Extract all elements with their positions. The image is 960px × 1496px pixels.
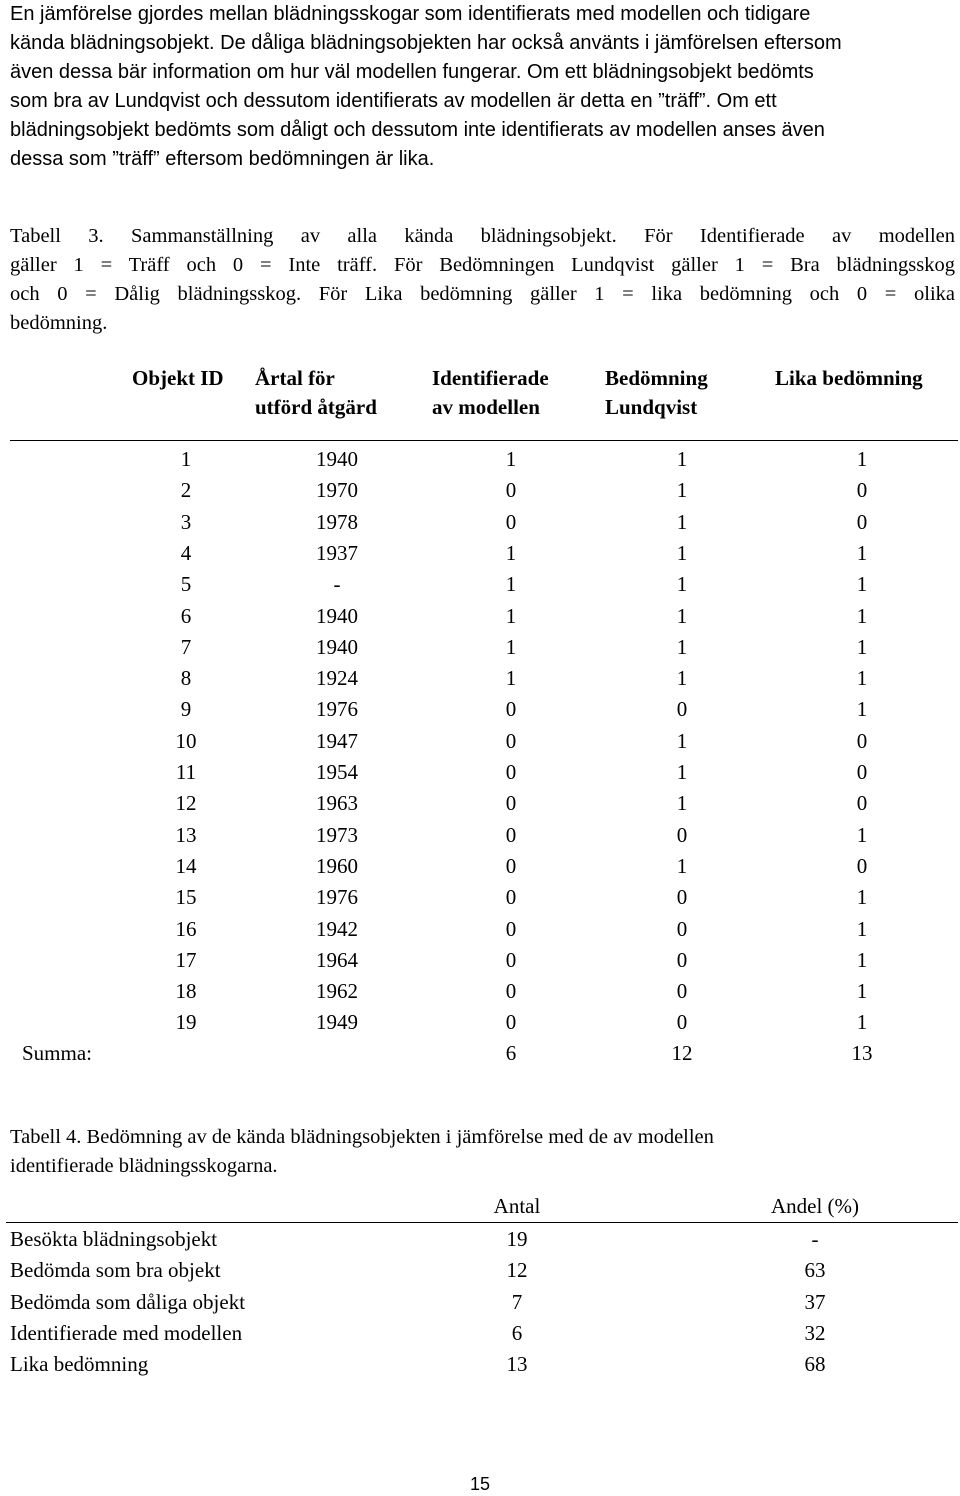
cell-assessment: 0 [676, 947, 688, 972]
table-row [0, 729, 960, 760]
cell-objekt-id: 18 [175, 979, 197, 1004]
cell-objekt-id: 12 [175, 791, 197, 816]
cell-objekt-id: 10 [175, 728, 197, 753]
cell-identified: 0 [505, 916, 517, 941]
cell-year: - [333, 572, 341, 597]
cell-same: 1 [856, 916, 868, 941]
cell-same: 1 [856, 822, 868, 847]
table3-header-rule [10, 440, 958, 441]
cell-same: 0 [856, 478, 868, 503]
cell-objekt-id: 5 [180, 572, 192, 597]
cell-year: 1973 [316, 822, 358, 847]
cell-identified: 1 [505, 603, 517, 628]
cell-identified: 0 [505, 853, 517, 878]
cell-assessment: 0 [676, 1010, 688, 1035]
table-row [0, 854, 960, 885]
caption-line: och 0 = Dålig blädningsskog. För Lika bedömning gäller 1 = lika bedömning och 0 = olika [10, 283, 955, 305]
caption-line: bedömning. [10, 312, 108, 334]
table-row [0, 510, 960, 541]
cell-objekt-id: 19 [175, 1010, 197, 1035]
caption-line: gäller 1 = Träff och 0 = Inte träff. För Bedömningen Lundqvist gäller 1 = Bra blädningsskog [10, 254, 955, 276]
table-row [0, 760, 960, 791]
cell-year: 1954 [316, 760, 358, 784]
cell-identified: 0 [505, 1010, 517, 1035]
caption-line: Tabell 4. Bedömning av de kända blädningsobjekten i jämförelse med de av modellen [10, 1126, 714, 1148]
intro-line: En jämförelse gjordes mellan blädningsskogar som identifierats med modellen och tidigare [10, 3, 811, 25]
cell-same: 1 [856, 666, 868, 691]
cell-assessment: 1 [676, 603, 688, 628]
header-assessment-line1: Bedömning [605, 366, 708, 390]
table-row [0, 791, 960, 822]
cell-objekt-id: 9 [180, 697, 192, 722]
cell-assessment: 1 [676, 728, 688, 753]
cell-antal: 6 [511, 1320, 523, 1345]
cell-year: 1937 [316, 540, 358, 565]
cell-year: 1964 [316, 947, 358, 972]
cell-assessment: 1 [676, 478, 688, 503]
table-row [0, 478, 960, 509]
page-number: 15 [469, 1474, 491, 1494]
cell-identified: 0 [505, 979, 517, 1004]
cell-same: 0 [856, 728, 868, 753]
cell-assessment: 0 [676, 822, 688, 847]
table-row [0, 1010, 960, 1041]
cell-objekt-id: 8 [180, 666, 192, 691]
caption-line: Tabell 3. Sammanställning av alla kända blädningsobjekt. För Identifierade av modellen [10, 225, 955, 247]
header-antal: Antal [493, 1194, 541, 1218]
cell-objekt-id: 15 [175, 885, 197, 910]
cell-objekt-id: 11 [175, 760, 197, 784]
cell-year: 1963 [316, 791, 358, 816]
cell-assessment: 1 [676, 853, 688, 878]
table-row [0, 447, 960, 478]
cell-same: 0 [856, 853, 868, 878]
header-identified [432, 364, 549, 422]
cell-objekt-id: 14 [175, 853, 197, 878]
cell-antal: 13 [506, 1352, 528, 1377]
cell-assessment: 1 [676, 760, 688, 784]
summary-identified: 6 [505, 1041, 517, 1065]
cell-objekt-id: 1 [180, 447, 192, 471]
cell-assessment: 1 [676, 509, 688, 534]
cell-same: 1 [856, 447, 868, 471]
cell-same: 1 [856, 540, 868, 565]
table-row [0, 885, 960, 916]
cell-identified: 0 [505, 697, 517, 722]
cell-year: 1978 [316, 509, 358, 534]
cell-objekt-id: 16 [175, 916, 197, 941]
cell-year: 1940 [316, 447, 358, 471]
table-row [0, 1227, 960, 1258]
cell-identified: 1 [505, 447, 517, 471]
cell-year: 1940 [316, 603, 358, 628]
row-label: Bedömda som dåliga objekt [10, 1289, 246, 1314]
cell-identified: 0 [505, 791, 517, 816]
cell-assessment: 1 [676, 572, 688, 597]
row-label: Besökta blädningsobjekt [10, 1227, 218, 1251]
table-row [0, 1258, 960, 1289]
cell-assessment: 0 [676, 916, 688, 941]
cell-same: 0 [856, 509, 868, 534]
table-row [0, 917, 960, 948]
table-row [0, 604, 960, 635]
cell-identified: 0 [505, 509, 517, 534]
summary-assessment: 12 [671, 1041, 693, 1065]
table-row [0, 1321, 960, 1352]
cell-year: 1962 [316, 979, 358, 1004]
cell-identified: 1 [505, 540, 517, 565]
cell-assessment: 0 [676, 979, 688, 1004]
header-year-line1: Årtal för [255, 366, 335, 390]
cell-andel: 68 [804, 1352, 826, 1377]
cell-antal: 19 [506, 1227, 528, 1251]
header-identified-line1: Identifierade [432, 366, 549, 390]
summary-label: Summa: [22, 1041, 93, 1065]
cell-identified: 1 [505, 572, 517, 597]
header-objekt-id: Objekt ID [132, 366, 224, 390]
table-row [0, 697, 960, 728]
table4-header-rule [6, 1222, 958, 1223]
cell-objekt-id: 4 [180, 540, 192, 565]
cell-year: 1947 [316, 728, 358, 753]
cell-assessment: 1 [676, 540, 688, 565]
cell-objekt-id: 13 [175, 822, 197, 847]
intro-line: dessa som ”träff” eftersom bedömningen är lika. [10, 148, 435, 170]
cell-objekt-id: 6 [180, 603, 192, 628]
cell-same: 1 [856, 1010, 868, 1035]
intro-line: som bra av Lundqvist och dessutom identifierats av modellen är detta en ”träff”. Om ett [10, 90, 777, 112]
table-row [0, 823, 960, 854]
header-assessment [605, 364, 708, 422]
cell-assessment: 0 [676, 885, 688, 910]
cell-assessment: 0 [676, 697, 688, 722]
cell-identified: 0 [505, 885, 517, 910]
summary-same: 13 [851, 1041, 873, 1065]
cell-year: 1970 [316, 478, 358, 503]
cell-same: 1 [856, 885, 868, 910]
cell-antal: 7 [511, 1289, 523, 1314]
cell-identified: 0 [505, 760, 517, 784]
cell-identified: 0 [505, 822, 517, 847]
caption-line: identifierade blädningsskogarna. [10, 1155, 278, 1177]
row-label: Identifierade med modellen [10, 1320, 243, 1345]
header-assessment-line2: Lundqvist [605, 395, 698, 419]
cell-antal: 12 [506, 1258, 528, 1283]
cell-objekt-id: 3 [180, 509, 192, 534]
table-row [0, 948, 960, 979]
intro-line: även dessa bär information om hur väl modellen fungerar. Om ett blädningsobjekt bedömts [10, 61, 814, 83]
intro-line: kända blädningsobjekt. De dåliga blädningsobjekten har också använts i jämförelsen eftersom [10, 32, 842, 54]
cell-year: 1976 [316, 697, 358, 722]
cell-same: 1 [856, 979, 868, 1004]
cell-identified: 0 [505, 478, 517, 503]
header-identified-line2: av modellen [432, 395, 540, 419]
cell-same: 1 [856, 947, 868, 972]
cell-assessment: 1 [676, 791, 688, 816]
row-label: Lika bedömning [10, 1352, 149, 1377]
cell-andel: - [811, 1227, 819, 1251]
header-andel: Andel (%) [770, 1194, 860, 1218]
cell-same: 0 [856, 791, 868, 816]
cell-year: 1942 [316, 916, 358, 941]
table-row [0, 541, 960, 572]
header-year [255, 364, 377, 422]
cell-objekt-id: 17 [175, 947, 197, 972]
table-row [0, 979, 960, 1010]
cell-assessment: 1 [676, 634, 688, 659]
cell-same: 1 [856, 634, 868, 659]
cell-andel: 63 [804, 1258, 826, 1283]
cell-same: 1 [856, 697, 868, 722]
cell-same: 1 [856, 603, 868, 628]
cell-identified: 1 [505, 634, 517, 659]
cell-assessment: 1 [676, 447, 688, 471]
table-row [0, 1290, 960, 1321]
table4-caption [10, 1123, 955, 1181]
table-row [0, 666, 960, 697]
header-year-line2: utförd åtgärd [255, 395, 377, 419]
row-label: Bedömda som bra objekt [10, 1258, 221, 1283]
header-same-assessment: Lika bedömning [775, 366, 923, 390]
cell-assessment: 1 [676, 666, 688, 691]
table-row [0, 1352, 960, 1383]
cell-objekt-id: 2 [180, 478, 192, 503]
cell-year: 1940 [316, 634, 358, 659]
cell-identified: 0 [505, 728, 517, 753]
cell-same: 1 [856, 572, 868, 597]
cell-same: 0 [856, 760, 868, 784]
cell-year: 1949 [316, 1010, 358, 1035]
cell-objekt-id: 7 [180, 634, 192, 659]
table-row [0, 572, 960, 603]
cell-year: 1976 [316, 885, 358, 910]
cell-andel: 32 [804, 1320, 826, 1345]
cell-year: 1924 [316, 666, 358, 691]
intro-line: blädningsobjekt bedömts som dåligt och dessutom inte identifierats av modellen anses även [10, 119, 825, 141]
table-row [0, 635, 960, 666]
cell-year: 1960 [316, 853, 358, 878]
cell-andel: 37 [804, 1289, 826, 1314]
cell-identified: 1 [505, 666, 517, 691]
cell-identified: 0 [505, 947, 517, 972]
